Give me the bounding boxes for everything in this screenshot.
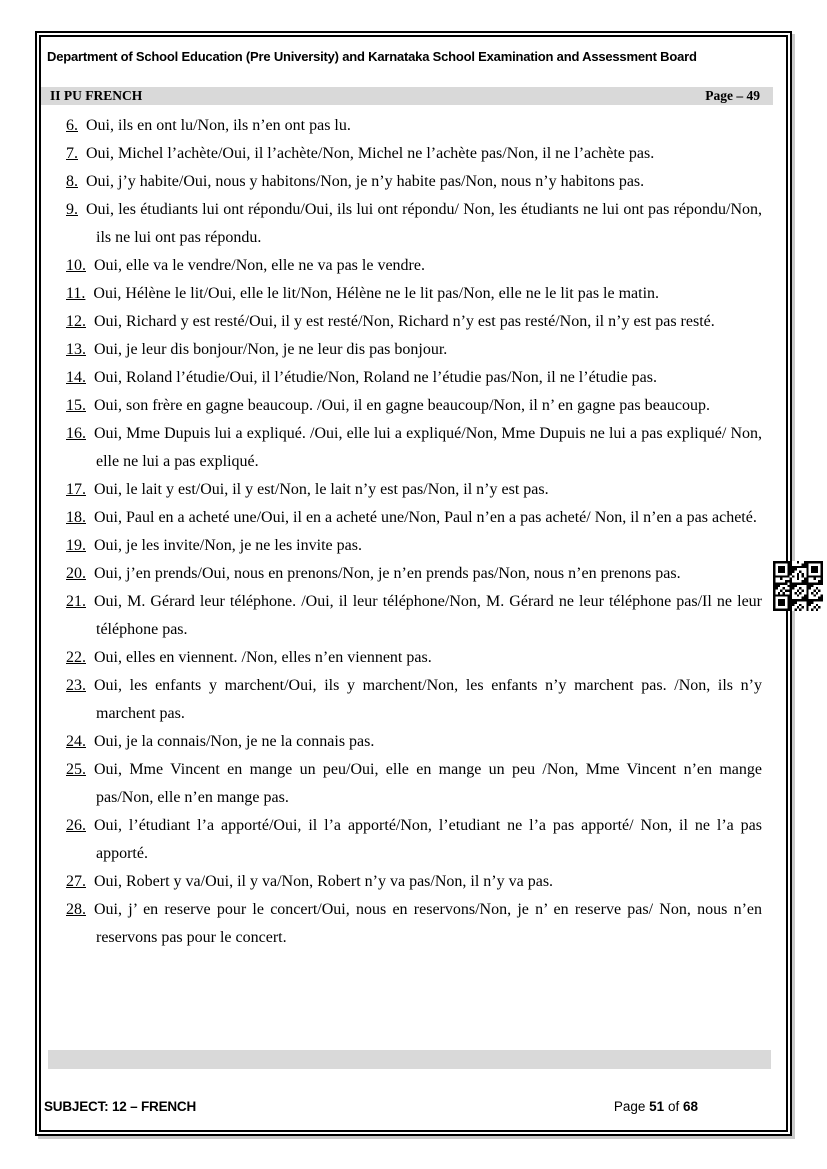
answer-number: 21. xyxy=(66,593,86,610)
footer-page-info xyxy=(614,1099,698,1114)
answer-number: 25. xyxy=(66,761,86,778)
answer-text: Oui, Mme Dupuis lui a expliqué. /Oui, elle lui a expliqué/Non, Mme Dupuis ne lui a pas expliqué/ Non, elle ne lui a pas expliqué. xyxy=(94,425,762,470)
answer-item-26 xyxy=(41,812,762,868)
answer-number: 12. xyxy=(66,313,86,330)
page xyxy=(39,35,788,1132)
section-bar-page-number: Page – 49 xyxy=(705,88,760,103)
answer-number: 19. xyxy=(66,537,86,554)
answer-number: 6. xyxy=(66,117,78,134)
answer-item-15 xyxy=(41,392,762,420)
answer-number: 9. xyxy=(66,201,78,218)
answer-number: 27. xyxy=(66,873,86,890)
answer-number: 15. xyxy=(66,397,86,414)
answer-text: Oui, je les invite/Non, je ne les invite pas. xyxy=(94,537,362,554)
answer-number: 7. xyxy=(66,145,78,162)
answer-text: Oui, ils en ont lu/Non, ils n’en ont pas lu. xyxy=(86,117,351,134)
answer-text: Oui, l’étudiant l’a apporté/Oui, il l’a apporté/Non, l’etudiant ne l’a pas apporté/ Non, il ne l’a pas apporté. xyxy=(94,817,762,862)
answer-text: Oui, Roland l’étudie/Oui, il l’étudie/Non, Roland ne l’étudie pas/Non, il ne l’étudie pas. xyxy=(94,369,657,386)
answer-text: Oui, le lait y est/Oui, il y est/Non, le lait n’y est pas/Non, il n’y est pas. xyxy=(94,481,549,498)
answer-item-17 xyxy=(41,476,762,504)
answer-text: Oui, Robert y va/Oui, il y va/Non, Robert n’y va pas/Non, il n’y va pas. xyxy=(94,873,554,890)
answer-text: Oui, j’en prends/Oui, nous en prenons/Non, je n’en prends pas/Non, nous n’en prenons pas. xyxy=(94,565,681,582)
answer-item-27 xyxy=(41,868,762,896)
answer-number: 13. xyxy=(66,341,86,358)
answer-number: 14. xyxy=(66,369,86,386)
answer-item-13 xyxy=(41,336,762,364)
answer-item-8 xyxy=(41,168,762,196)
answer-item-7 xyxy=(41,140,762,168)
answer-item-9 xyxy=(41,196,762,252)
answer-text: Oui, son frère en gagne beaucoup. /Oui, il en gagne beaucoup/Non, il n’ en gagne pas beaucoup. xyxy=(94,397,710,414)
answer-text: Oui, je la connais/Non, je ne la connais pas. xyxy=(94,733,375,750)
answer-item-20 xyxy=(41,560,762,588)
answer-number: 10. xyxy=(66,257,86,274)
answer-text: Oui, je leur dis bonjour/Non, je ne leur dis pas bonjour. xyxy=(94,341,448,358)
answer-item-12 xyxy=(41,308,762,336)
answer-text: Oui, Richard y est resté/Oui, il y est resté/Non, Richard n’y est pas resté/Non, il n’y est pas resté. xyxy=(94,313,715,330)
answer-text: Oui, Mme Vincent en mange un peu/Oui, elle en mange un peu /Non, Mme Vincent n’en mange pas/Non, elle n’en mange pas. xyxy=(94,761,762,806)
answer-item-6 xyxy=(41,112,762,140)
answer-number: 24. xyxy=(66,733,86,750)
page-word: Page xyxy=(613,1099,650,1114)
answer-text: Oui, M. Gérard leur téléphone. /Oui, il leur téléphone/Non, M. Gérard ne leur téléphone pas/Il ne leur téléphone pas. xyxy=(94,593,762,638)
qr-code xyxy=(773,561,823,611)
answer-item-11 xyxy=(41,280,762,308)
footer-divider-bar xyxy=(48,1050,771,1069)
answer-text: Oui, Paul en a acheté une/Oui, il en a acheté une/Non, Paul n’en a pas acheté/ Non, il n’en a pas acheté. xyxy=(94,509,757,526)
section-bar xyxy=(41,87,773,105)
answer-number: 8. xyxy=(66,173,78,190)
answer-number: 20. xyxy=(66,565,86,582)
footer-subject: SUBJECT: 12 – FRENCH xyxy=(44,1099,197,1114)
answer-text: Oui, Michel l’achète/Oui, il l’achète/Non, Michel ne l’achète pas/Non, il ne l’achète pas. xyxy=(86,145,655,162)
answer-number: 11. xyxy=(66,285,86,302)
footer xyxy=(44,1099,786,1117)
answer-item-21 xyxy=(41,588,762,644)
answer-number: 16. xyxy=(66,425,86,442)
answer-number: 26. xyxy=(66,817,86,834)
answer-text: Oui, j’ en reserve pour le concert/Oui, nous en reservons/Non, je n’ en reserve pas/ Non, nous n’en reservons pas pour le concert. xyxy=(94,901,762,946)
answer-text: Oui, j’y habite/Oui, nous y habitons/Non, je n’y habite pas/Non, nous n’y habitons pas. xyxy=(86,173,645,190)
answer-number: 18. xyxy=(66,509,86,526)
page-border xyxy=(35,31,792,1136)
answer-item-23 xyxy=(41,672,762,728)
document-title: Department of School Education (Pre University) and Karnataka School Examination and Assessment Board xyxy=(47,49,697,64)
page-total: 68 xyxy=(682,1099,698,1114)
answer-number: 22. xyxy=(66,649,86,666)
page-current: 51 xyxy=(649,1099,665,1114)
answer-text: Oui, elles en viennent. /Non, elles n’en viennent pas. xyxy=(94,649,432,666)
answer-text: Oui, Hélène le lit/Oui, elle le lit/Non, Hélène ne le lit pas/Non, elle ne le lit pas le matin. xyxy=(93,285,660,302)
answer-item-19 xyxy=(41,532,762,560)
answer-text: Oui, les étudiants lui ont répondu/Oui, ils lui ont répondu/ Non, les étudiants ne lui ont pas répondu/Non, ils ne lui ont pas répondu. xyxy=(86,201,762,246)
answer-item-24 xyxy=(41,728,762,756)
answer-item-14 xyxy=(41,364,762,392)
answer-list xyxy=(41,112,762,952)
answer-item-25 xyxy=(41,756,762,812)
answer-text: Oui, les enfants y marchent/Oui, ils y marchent/Non, les enfants n’y marchent pas. /Non, ils n’y marchent pas. xyxy=(94,677,762,722)
answer-item-16 xyxy=(41,420,762,476)
answer-number: 17. xyxy=(66,481,86,498)
answer-number: 28. xyxy=(66,901,86,918)
answer-item-28 xyxy=(41,896,762,952)
answer-number: 23. xyxy=(66,677,86,694)
answer-item-22 xyxy=(41,644,762,672)
answer-text: Oui, elle va le vendre/Non, elle ne va pas le vendre. xyxy=(94,257,425,274)
section-bar-course: II PU FRENCH xyxy=(50,88,143,103)
answer-item-10 xyxy=(41,252,762,280)
of-word: of xyxy=(664,1099,683,1114)
answer-item-18 xyxy=(41,504,762,532)
